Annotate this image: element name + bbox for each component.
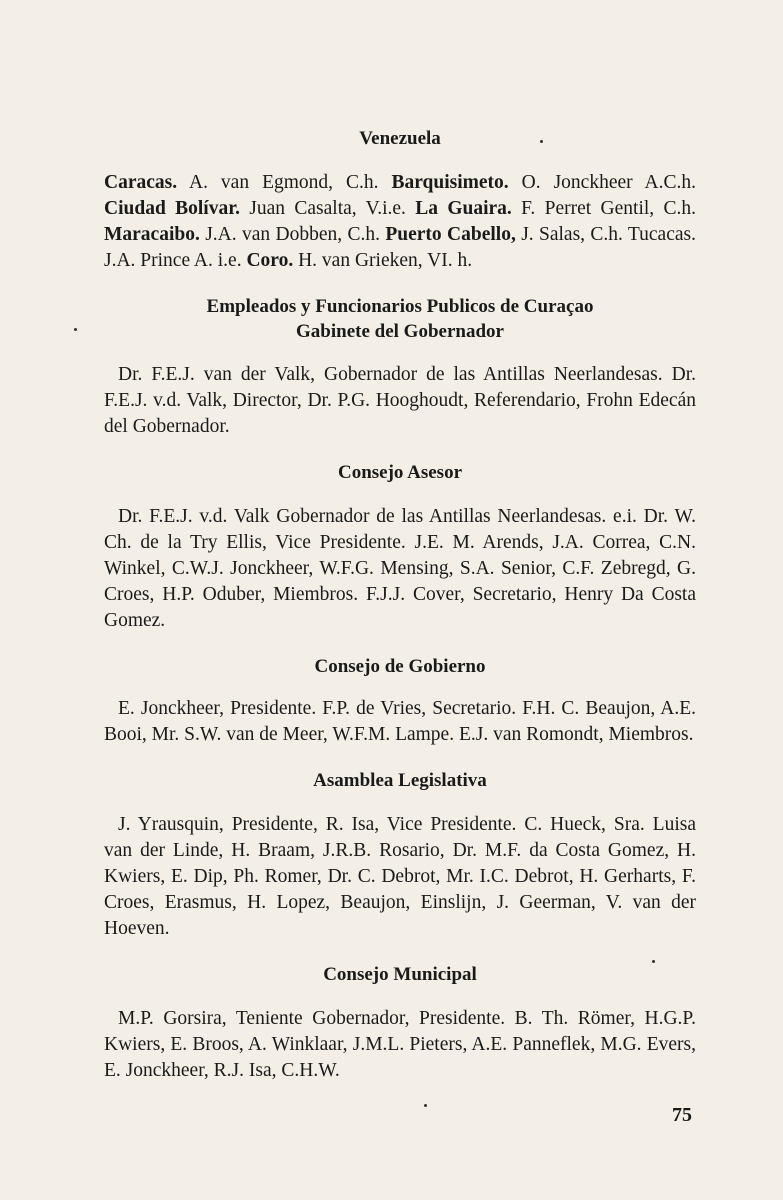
text-segment: H. van Grieken, VI. h. bbox=[293, 250, 473, 271]
text-segment: F. Perret Gentil, C.h. bbox=[511, 198, 697, 219]
section-heading-empleados bbox=[104, 294, 696, 344]
gabinete-paragraph: Dr. F.E.J. van der Valk, Gobernador de las Antillas Neerlandesas. Dr. F.E.J. v.d. Valk, Director, Dr. P.G. Hooghoudt, Referendario, Frohn Edecán del Gobernador. bbox=[104, 364, 696, 437]
spacer bbox=[104, 988, 696, 1006]
section-heading-consejo-municipal: Consejo Municipal bbox=[323, 964, 477, 985]
city-barquisimeto: Barquisimeto. bbox=[391, 172, 509, 193]
city-ciudad-bolivar: Ciudad Bolívar. bbox=[104, 198, 240, 219]
asamblea-paragraph: J. Yrausquin, Presidente, R. Isa, Vice Presidente. C. Hueck, Sra. Luisa van der Linde, H. Braam, J.R.B. Rosario, Dr. M.F. da Costa Gomez, H. Kwiers, E. Dip, Ph. Romer, Dr. C. Debrot, Mr. I.C. Debrot, H. Gerharts, F. Croes, Erasmus, H. Lopez, Beaujon, Einslijn, J. Geerman, V. van der Hoeven. bbox=[104, 814, 696, 939]
spacer bbox=[104, 942, 696, 962]
text-segment: O. Jonckheer A.C.h. bbox=[508, 172, 696, 193]
spacer bbox=[104, 440, 696, 460]
page-number: 75 bbox=[672, 1104, 692, 1126]
text-segment: Juan Casalta, V.i.e. bbox=[239, 198, 416, 219]
spacer bbox=[104, 274, 696, 294]
section-heading-asamblea: Asamblea Legislativa bbox=[313, 770, 487, 791]
spacer bbox=[104, 794, 696, 812]
print-speck bbox=[540, 140, 543, 143]
city-coro: Coro. bbox=[246, 250, 294, 271]
print-speck bbox=[74, 328, 77, 331]
consejo-asesor-paragraph: Dr. F.E.J. v.d. Valk Gobernador de las Antillas Neerlandesas. e.i. Dr. W. Ch. de la Try Ellis, Vice Presidente. J.E. M. Arends, J.A. Correa, C.N. Winkel, C.W.J. Jonckheer, W.F.G. Mensing, S.A. Senior, C.F. Zebregd, G. Croes, H.P. Oduber, Miembros. F.J.J. Cover, Secretario, Henry Da Costa Gomez. bbox=[104, 506, 696, 631]
page-content bbox=[104, 126, 696, 1084]
heading-line: Empleados y Funcionarios Publicos de Curaçao bbox=[206, 296, 594, 317]
text-segment: J. Salas, C.h. Tucacas. J.A. Prince A. i.e. bbox=[104, 224, 696, 271]
section-heading-consejo-gobierno: Consejo de Gobierno bbox=[314, 656, 486, 677]
spacer bbox=[104, 344, 696, 362]
city-puerto-cabello: Puerto Cabello, bbox=[385, 224, 516, 245]
spacer bbox=[104, 748, 696, 768]
city-caracas: Caracas. bbox=[104, 172, 178, 193]
spacer bbox=[104, 680, 696, 696]
consejo-gobierno-paragraph: E. Jonckheer, Presidente. F.P. de Vries, Secretario. F.H. C. Beaujon, A.E. Booi, Mr. S.W. van de Meer, W.F.M. Lampe. E.J. van Romondt, Miembros. bbox=[104, 698, 696, 745]
venezuela-paragraph bbox=[104, 170, 696, 274]
text-segment: J.A. van Dobben, C.h. bbox=[199, 224, 386, 245]
heading-line: Gabinete del Gobernador bbox=[296, 321, 504, 342]
text-segment: A. van Egmond, C.h. bbox=[177, 172, 392, 193]
city-maracaibo: Maracaibo. bbox=[104, 224, 200, 245]
print-speck bbox=[424, 1104, 427, 1107]
print-speck bbox=[652, 960, 655, 963]
section-heading-consejo-asesor: Consejo Asesor bbox=[337, 462, 463, 483]
spacer bbox=[104, 634, 696, 654]
consejo-municipal-paragraph: M.P. Gorsira, Teniente Gobernador, Presidente. B. Th. Römer, H.G.P. Kwiers, E. Broos, A. Winklaar, J.M.L. Pieters, A.E. Panneflek, M.G. Evers, E. Jonckheer, R.J. Isa, C.H.W. bbox=[104, 1008, 696, 1081]
section-heading-venezuela: Venezuela bbox=[359, 128, 441, 149]
city-la-guaira: La Guaira. bbox=[415, 198, 512, 219]
spacer bbox=[104, 486, 696, 504]
spacer bbox=[104, 152, 696, 170]
